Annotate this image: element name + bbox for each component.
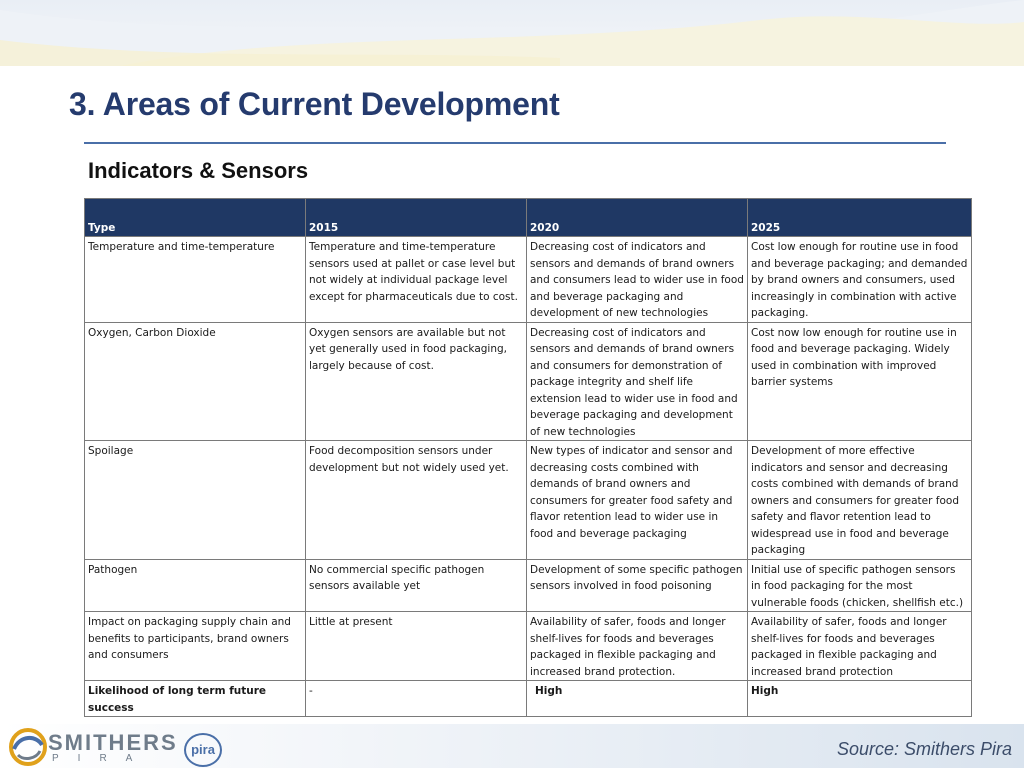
table-cell: Availability of safer, foods and longer shelf-lives for foods and beverages packaged in flexible packaging and increased brand protection xyxy=(748,612,972,681)
table-cell: Oxygen sensors are available but not yet generally used in food packaging, largely because of cost. xyxy=(306,322,527,441)
table-row xyxy=(85,441,972,560)
table-cell: Little at present xyxy=(306,612,527,681)
table-cell: No commercial specific pathogen sensors available yet xyxy=(306,559,527,612)
logo-subtext: PIRA xyxy=(52,753,152,764)
pira-badge-icon: pira xyxy=(184,733,222,767)
column-header: 2025 xyxy=(748,199,972,237)
table-row xyxy=(85,237,972,323)
table-cell: Availability of safer, foods and longer shelf-lives for foods and beverages packaged in flexible packaging and increased brand protection. xyxy=(527,612,748,681)
title-divider xyxy=(84,142,946,144)
table-cell: Pathogen xyxy=(85,559,306,612)
table-cell: Impact on packaging supply chain and benefits to participants, brand owners and consumers xyxy=(85,612,306,681)
table-cell: Decreasing cost of indicators and sensors and demands of brand owners and consumers for demonstration of package integrity and shelf life extension lead to wider use in food and beverage packaging and development of new technologies xyxy=(527,322,748,441)
table-cell: High xyxy=(527,681,748,717)
logo-wordmark: SMITHERS xyxy=(48,730,178,755)
table-row xyxy=(85,322,972,441)
section-subtitle: Indicators & Sensors xyxy=(88,158,309,183)
table-row xyxy=(85,559,972,612)
table-cell: Oxygen, Carbon Dioxide xyxy=(85,322,306,441)
source-note: Source: Smithers Pira xyxy=(836,739,1012,759)
table-cell: Cost low enough for routine use in food and beverage packaging; and demanded by brand owners and consumers, used increasingly in combination with active packaging. xyxy=(748,237,972,323)
table-row xyxy=(85,612,972,681)
table-row xyxy=(85,681,972,717)
table-cell: Cost now low enough for routine use in food and beverage packaging. Widely used in combination with improved barrier systems xyxy=(748,322,972,441)
table-cell: New types of indicator and sensor and decreasing costs combined with demands of brand owners and consumers for greater food safety and flavor retention lead to wider use in food and beverage packaging xyxy=(527,441,748,560)
column-header: Type xyxy=(85,199,306,237)
table-header-row xyxy=(85,199,972,237)
table-cell: Development of more effective indicators and sensor and decreasing costs combined with demands of brand owners and consumers for greater food safety and flavor retention lead to widespread use in food and beverage packaging xyxy=(748,441,972,560)
table-cell: Temperature and time-temperature xyxy=(85,237,306,323)
development-table xyxy=(84,198,972,717)
table-cell: - xyxy=(306,681,527,717)
column-header: 2015 xyxy=(306,199,527,237)
table-cell: Spoilage xyxy=(85,441,306,560)
table-cell: Likelihood of long term future success xyxy=(85,681,306,717)
table-cell: High xyxy=(748,681,972,717)
table-cell: Decreasing cost of indicators and sensors and demands of brand owners and consumers lead to wider use in food and beverage packaging and development of new technologies xyxy=(527,237,748,323)
banner-swoosh xyxy=(0,0,1024,66)
smithers-swirl-icon xyxy=(8,727,48,767)
table-cell: Development of some specific pathogen sensors involved in food poisoning xyxy=(527,559,748,612)
column-header: 2020 xyxy=(527,199,748,237)
table-cell: Initial use of specific pathogen sensors in food packaging for the most vulnerable foods (chicken, shellfish etc.) xyxy=(748,559,972,612)
page-title: 3. Areas of Current Development xyxy=(69,86,560,122)
table-cell: Temperature and time-temperature sensors used at pallet or case level but not widely at individual package level except for pharmaceuticals due to cost. xyxy=(306,237,527,323)
top-banner xyxy=(0,0,1024,66)
table-cell: Food decomposition sensors under development but not widely used yet. xyxy=(306,441,527,560)
